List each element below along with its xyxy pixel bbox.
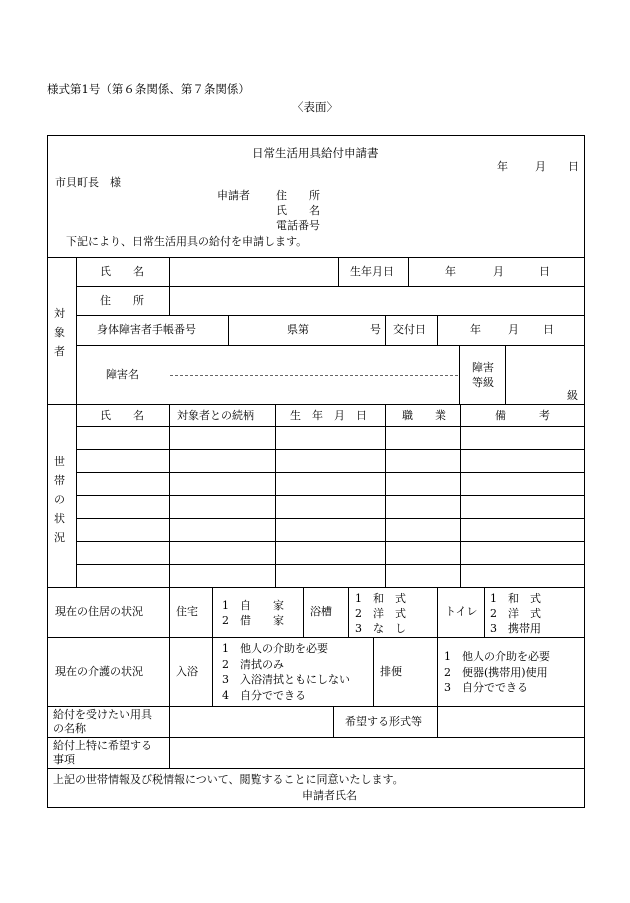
bath-options: 1 和 式 2 洋 式 3 な し — [355, 592, 406, 635]
form-side-label: 〈表面〉 — [292, 100, 338, 114]
household-row-line — [76, 564, 585, 565]
subject-grade-label-1: 障害 — [472, 361, 494, 374]
subject-issue-year: 年 — [470, 323, 481, 336]
household-row-line — [76, 449, 585, 450]
applicant-phone-label: 電話番号 — [276, 219, 320, 232]
divider-application — [47, 257, 585, 258]
request-col-line — [169, 706, 170, 768]
subject-handbook-label-end-line — [228, 315, 229, 345]
subject-birth-month: 月 — [493, 265, 504, 278]
consent-text: 上記の世帯情報及び税情報について、閲覧することに同意いたします。 — [53, 773, 404, 786]
care-col-line — [373, 637, 374, 706]
household-col-line — [169, 404, 170, 587]
addressee: 市貝町長 様 — [55, 176, 121, 189]
item-name-label: 給付を受けたい用具 の名称 — [53, 708, 152, 735]
bathing-label: 入浴 — [176, 665, 198, 678]
subject-disability-name-end-line — [459, 345, 460, 404]
subject-birth-day: 日 — [539, 265, 550, 278]
divider-care-end — [47, 706, 585, 707]
subject-issue-month: 月 — [508, 323, 519, 336]
request-statement: 下記により、日常生活用具の給付を申請します。 — [66, 235, 308, 248]
housing-label: 住宅 — [176, 605, 198, 618]
divider-subject-row3 — [76, 345, 585, 346]
residence-label: 現在の住居の状況 — [55, 605, 143, 618]
divider-subject-row2 — [76, 315, 585, 316]
subject-grade-label-end-line — [505, 345, 506, 404]
request-col-line — [437, 706, 438, 737]
request-col-line — [333, 706, 334, 737]
subject-birth-year: 年 — [445, 265, 456, 278]
household-row-line — [76, 472, 585, 473]
subject-birthdate-label: 生年月日 — [350, 265, 394, 278]
household-col-remarks: 備 考 — [495, 409, 550, 422]
subject-birth-label-end-line — [408, 257, 409, 286]
household-section-label: 世 帯 の 状 況 — [54, 455, 65, 544]
subject-name-label: 氏 名 — [100, 265, 144, 278]
subject-disability-name-label: 障害名 — [106, 368, 139, 381]
household-row-line — [76, 541, 585, 542]
subject-grade-label-2: 等級 — [472, 376, 494, 389]
care-col-line — [169, 637, 170, 706]
signature-label: 申請者氏名 — [302, 789, 357, 802]
applicant-address-label: 住 所 — [276, 189, 320, 202]
subject-name-end-line — [338, 257, 339, 286]
household-header-line — [76, 426, 585, 427]
divider-household-end — [47, 587, 585, 588]
subject-grade-suffix: 級 — [567, 389, 578, 402]
household-row-line — [76, 495, 585, 496]
household-col-name: 氏 名 — [100, 409, 144, 422]
form-number: 様式第1号（第６条関係、第７条関係） — [47, 82, 250, 96]
application-date-day: 日 — [568, 160, 579, 173]
subject-number-suffix: 号 — [370, 323, 381, 336]
desired-form-label: 希望する形式等 — [345, 715, 422, 728]
household-col-birthdate: 生 年 月 日 — [290, 409, 367, 422]
subject-handbook-number-end-line — [385, 315, 386, 345]
housing-options: 1 自 家 2 借 家 — [222, 599, 284, 627]
subject-issue-date-label: 交付日 — [393, 323, 426, 336]
residence-col-line — [212, 587, 213, 637]
divider-subject-row1 — [76, 286, 585, 287]
application-date-year: 年 — [497, 160, 508, 173]
toilet-options: 1 和 式 2 洋 式 3 携帯用 — [490, 592, 541, 635]
subject-handbook-label: 身体障害者手帳番号 — [97, 323, 196, 336]
subject-issue-label-end-line — [437, 315, 438, 345]
subject-section-label: 対 象 者 — [54, 307, 65, 358]
divider-residence-end — [47, 637, 585, 638]
subject-label-col-line — [169, 257, 170, 315]
applicant-name-label: 氏 名 — [276, 204, 320, 217]
residence-col-line — [484, 587, 485, 637]
subject-address-label: 住 所 — [100, 294, 144, 307]
household-col-line — [275, 404, 276, 587]
section-label-column-line — [76, 257, 77, 587]
household-col-occupation: 職 業 — [402, 409, 446, 422]
household-col-line — [460, 404, 461, 587]
divider-subject-end — [47, 404, 585, 405]
household-row-line — [76, 518, 585, 519]
application-date-month: 月 — [535, 160, 546, 173]
bathing-options: 1 他人の介助を必要 2 清拭のみ 3 入浴清拭ともにしない 4 自分でできる — [222, 642, 350, 702]
subject-prefecture-label: 県第 — [287, 323, 309, 336]
applicant-label: 申請者 — [217, 189, 250, 202]
excretion-label: 排便 — [380, 665, 402, 678]
residence-col-line — [348, 587, 349, 637]
household-col-line — [385, 404, 386, 587]
application-title: 日常生活用具給付申請書 — [252, 146, 379, 160]
residence-col-line — [437, 587, 438, 637]
disability-name-dotted-line — [170, 375, 458, 376]
divider-special-end — [47, 768, 585, 769]
divider-item-end — [47, 737, 585, 738]
care-col-line — [437, 637, 438, 706]
toilet-label: トイレ — [445, 605, 478, 618]
bath-label: 浴槽 — [310, 605, 332, 618]
care-label: 現在の介護の状況 — [55, 665, 143, 678]
residence-col-line — [169, 587, 170, 637]
residence-col-line — [303, 587, 304, 637]
subject-issue-day: 日 — [543, 323, 554, 336]
excretion-options: 1 他人の介助を必要 2 便器(携帯用)使用 3 自分でできる — [444, 650, 550, 694]
care-col-line — [212, 637, 213, 706]
special-request-label: 給付上特に希望する 事項 — [53, 739, 152, 766]
household-col-relation: 対象者との続柄 — [177, 409, 254, 422]
